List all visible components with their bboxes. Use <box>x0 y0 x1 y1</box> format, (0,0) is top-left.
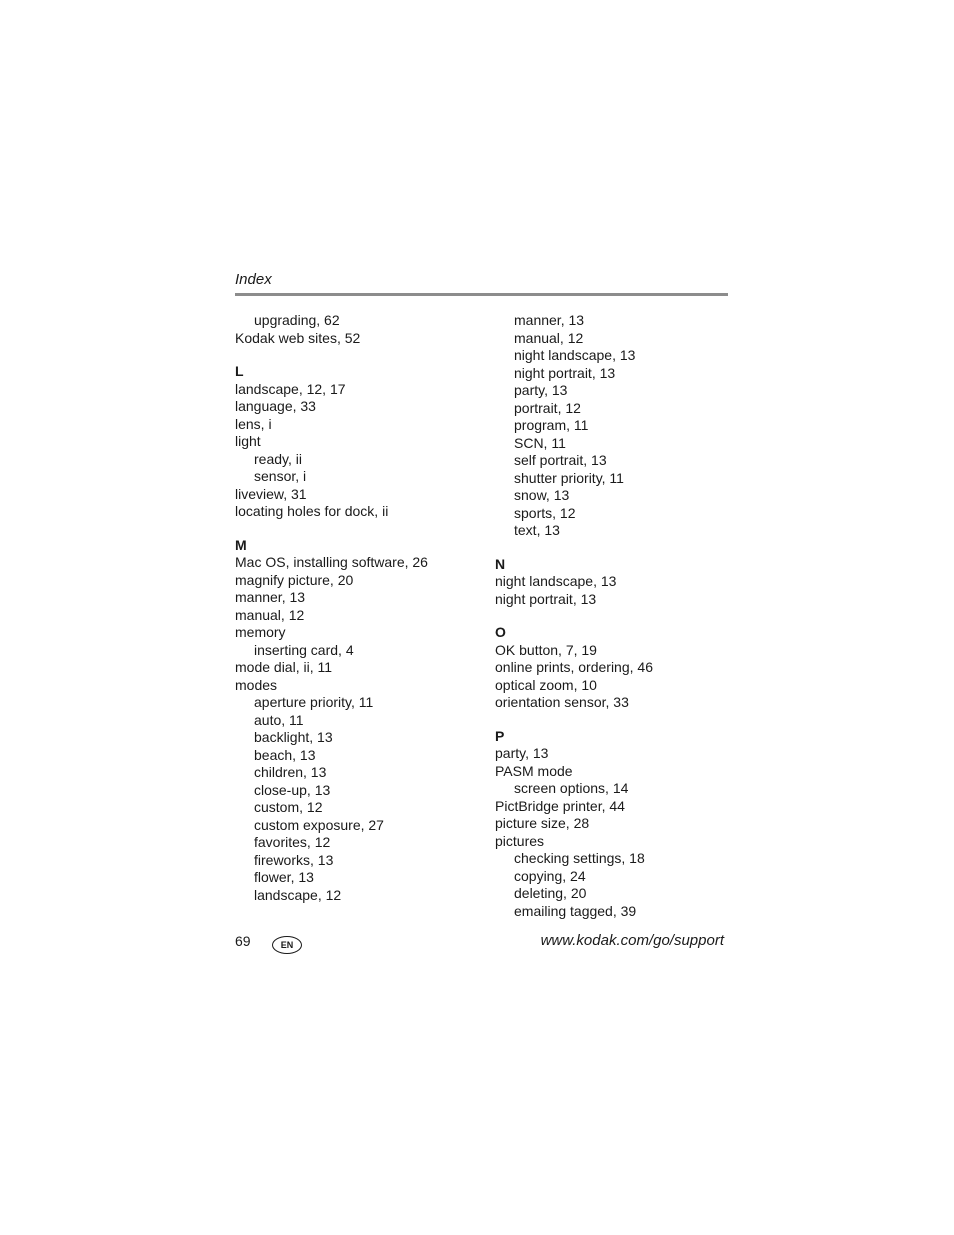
index-subentry: party, 13 <box>514 382 568 398</box>
index-subentry: program, 11 <box>514 417 589 433</box>
index-subentry: inserting card, 4 <box>254 641 354 658</box>
header-rule <box>235 293 728 296</box>
index-subentry: manual, 12 <box>514 329 584 346</box>
index-entry: locating holes for dock, ii <box>235 503 389 519</box>
index-subentry: flower, 13 <box>254 869 314 885</box>
index-subentry: aperture priority, 11 <box>254 694 374 710</box>
index-entry: modes <box>235 676 278 693</box>
index-subentry: manner, 13 <box>514 312 585 328</box>
index-subentry: emailing tagged, 39 <box>514 902 637 919</box>
index-entry: liveview, 31 <box>235 485 307 502</box>
index-entry: online prints, ordering, 46 <box>495 659 653 675</box>
index-entry: night portrait, 13 <box>495 590 597 607</box>
index-subentry: close-up, 13 <box>254 781 331 798</box>
index-entry: light <box>235 433 261 449</box>
index-subentry: auto, 11 <box>254 711 304 728</box>
index-subentry: deleting, 20 <box>514 885 587 901</box>
index-letter-heading: L <box>235 363 244 379</box>
index-subentry: sports, 12 <box>514 504 576 521</box>
index-entry: OK button, 7, 19 <box>495 641 597 658</box>
index-entry: landscape, 12, 17 <box>235 380 346 397</box>
index-entry: optical zoom, 10 <box>495 676 597 693</box>
index-subentry: upgrading, 62 <box>254 312 340 328</box>
index-subentry: copying, 24 <box>514 867 586 884</box>
index-letter-heading: P <box>495 727 505 744</box>
index-column-right <box>495 312 735 920</box>
index-entry: night landscape, 13 <box>495 573 617 589</box>
index-subentry: custom, 12 <box>254 799 323 815</box>
index-subentry: sensor, i <box>254 468 307 484</box>
index-subentry: children, 13 <box>254 764 327 780</box>
index-subentry: night landscape, 13 <box>514 347 636 363</box>
support-url[interactable]: www.kodak.com/go/support <box>540 932 724 949</box>
index-subentry: beach, 13 <box>254 746 316 763</box>
index-entry: picture size, 28 <box>495 815 590 831</box>
index-subentry: ready, ii <box>254 450 302 467</box>
index-entry: magnify picture, 20 <box>235 571 354 588</box>
index-entry: orientation sensor, 33 <box>495 694 629 710</box>
index-subentry: shutter priority, 11 <box>514 469 624 486</box>
page-number: 69 <box>235 933 251 949</box>
index-subentry: SCN, 11 <box>514 434 566 451</box>
index-entry: mode dial, ii, 11 <box>235 659 333 675</box>
index-entry: pictures <box>495 832 545 849</box>
index-subentry: snow, 13 <box>514 487 570 503</box>
index-entry: memory <box>235 624 286 640</box>
index-subentry: self portrait, 13 <box>514 452 607 468</box>
index-subentry: checking settings, 18 <box>514 850 645 866</box>
index-subentry: portrait, 12 <box>514 399 581 416</box>
index-subentry: screen options, 14 <box>514 780 629 796</box>
index-entry: Mac OS, installing software, 26 <box>235 554 428 570</box>
index-letter-heading: O <box>495 624 506 640</box>
language-badge: EN <box>272 936 302 954</box>
index-entry: language, 33 <box>235 398 316 414</box>
index-subentry: landscape, 12 <box>254 886 342 903</box>
index-entry: party, 13 <box>495 745 549 761</box>
index-entry: lens, i <box>235 415 272 432</box>
index-entry: manner, 13 <box>235 589 306 605</box>
index-subentry: favorites, 12 <box>254 834 331 850</box>
index-subentry: text, 13 <box>514 522 560 538</box>
index-subentry: backlight, 13 <box>254 729 333 745</box>
index-subentry: night portrait, 13 <box>514 364 616 381</box>
index-entry: Kodak web sites, 52 <box>235 329 361 346</box>
running-header: Index <box>235 271 272 288</box>
index-letter-heading: N <box>495 555 506 572</box>
index-entry: PictBridge printer, 44 <box>495 797 625 814</box>
index-subentry: custom exposure, 27 <box>254 816 384 833</box>
index-entry: manual, 12 <box>235 606 305 623</box>
index-entry: PASM mode <box>495 762 573 779</box>
index-letter-heading: M <box>235 536 247 553</box>
index-subentry: fireworks, 13 <box>254 851 334 868</box>
index-column-left <box>235 312 480 904</box>
